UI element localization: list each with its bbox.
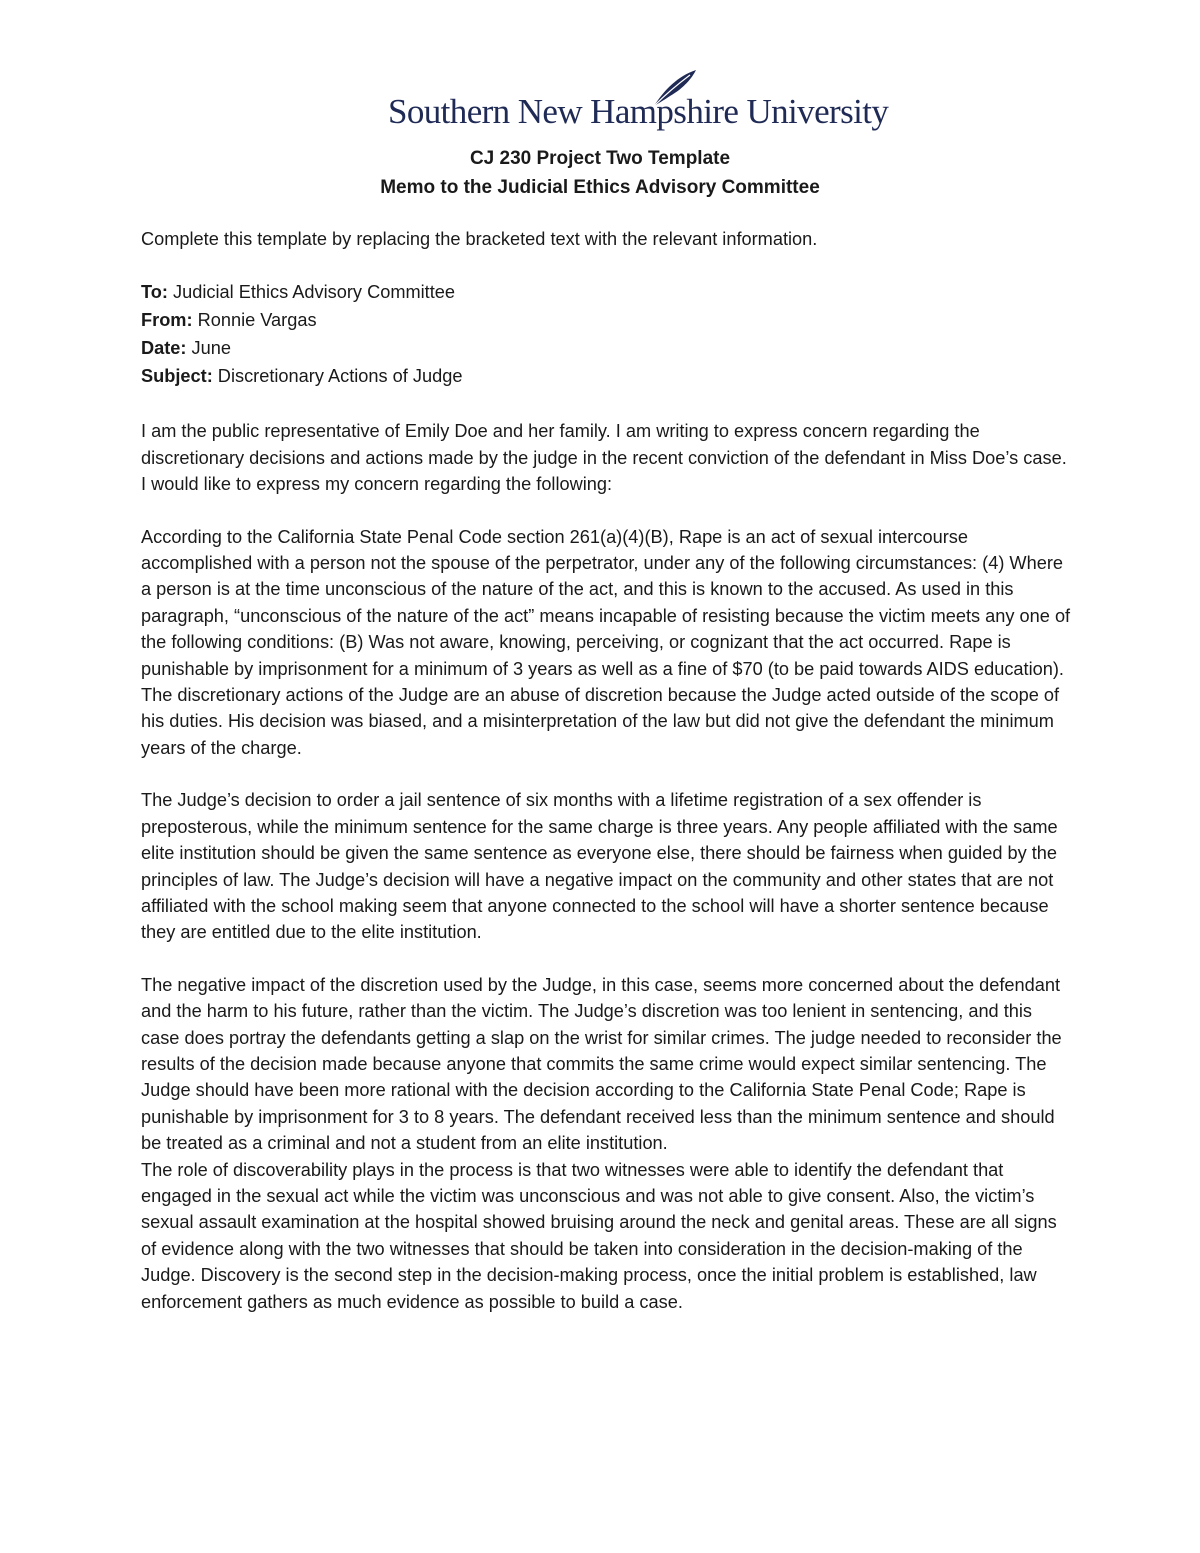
body-paragraph-penal-code: According to the California State Penal Code section 261(a)(4)(B), Rape is an act of sexual intercourse accomplished with a person not the spouse of the perpetrator, under any of the following circumstances: (4) Where a person is at the time unconscious of the nature of the act, and this is known to the accused. As used in this paragraph, “unconscious of the nature of the act” means incapable of resisting because the victim meets any one of the following conditions: (B) Was not aware, knowing, perceiving, or cognizant that the act occurred. Rape is punishable by imprisonment for a minimum of 3 years as well as a fine of $70 (to be paid towards AIDS education). The discretionary actions of the Judge are an abuse of discretion because the Judge acted outside of the scope of his duties. His decision was biased, and a misinterpretation of the law but did not give the defendant the minimum years of the charge.: [141, 526, 1071, 758]
memo-from-label: From:: [141, 310, 193, 331]
university-logo: [388, 68, 889, 138]
instructions-text: Complete this template by replacing the bracketed text with the relevant information.: [141, 229, 818, 249]
body-paragraph-sentence: The Judge’s decision to order a jail sentence of six months with a lifetime registration of a sex offender is preposterous, while the minimum sentence for the same charge is three years. Any people affiliated with the same elite institution should be given the same sentence as everyone else, there should be fairness when guided by the principles of law. The Judge’s decision will have a negative impact on the community and other states that are not affiliated with the school making seem that anyone connected to the school will have a shorter sentence because they are entitled due to the elite institution.: [141, 790, 1058, 943]
memo-date-line: [141, 334, 1071, 362]
page-title: CJ 230 Project Two Template: [469, 148, 731, 169]
memo-date-label: Date:: [141, 338, 187, 359]
memo-subject-value: Discretionary Actions of Judge: [212, 366, 463, 387]
page-subtitle: Memo to the Judicial Ethics Advisory Committee: [380, 177, 820, 198]
memo-to-line: [141, 278, 1071, 306]
memo-to-value: Judicial Ethics Advisory Committee: [167, 282, 455, 303]
body-paragraph-discoverability: The role of discoverability plays in the process is that two witnesses were able to identify the defendant that engaged in the sexual act while the victim was unconscious and was not able to give consent. Also, the victim’s sexual assault examination at the hospital showed bruising around the neck and genital areas. These are all signs of evidence along with the two witnesses that should be taken into consideration in the decision-making of the Judge. Discovery is the second step in the decision-making process, once the initial problem is established, law enforcement gathers as much evidence as possible to build a case.: [141, 1159, 1057, 1312]
memo-from-line: [141, 306, 1071, 334]
memo-content: [141, 226, 1071, 1315]
memo-to-label: To:: [141, 282, 168, 303]
document-titles: [0, 144, 1200, 202]
body-paragraph-intro: I am the public representative of Emily Doe and her family. I am writing to express concern regarding the discretionary decisions and actions made by the judge in the recent conviction of the defendant in Miss Doe’s case. I would like to express my concern regarding the following:: [141, 421, 1067, 495]
memo-header: [141, 278, 1071, 390]
memo-subject-label: Subject:: [141, 366, 213, 387]
university-name: Southern New Hampshire University: [388, 92, 889, 131]
memo-subject-line: [141, 362, 1071, 390]
memo-from-value: Ronnie Vargas: [192, 310, 317, 331]
body-paragraph-impact: The negative impact of the discretion used by the Judge, in this case, seems more concerned about the defendant and the harm to his future, rather than the victim. The Judge’s discretion was too lenient in sentencing, and this case does portray the defendants getting a slap on the wrist for similar crimes. The judge needed to reconsider the results of the decision made because anyone that commits the same crime would expect similar sentencing. The Judge should have been more rational with the decision according to the California State Penal Code; Rape is punishable by imprisonment for 3 to 8 years. The defendant received less than the minimum sentence and should be treated as a criminal and not a student from an elite institution.: [141, 974, 1062, 1154]
memo-date-value: June: [186, 338, 231, 359]
